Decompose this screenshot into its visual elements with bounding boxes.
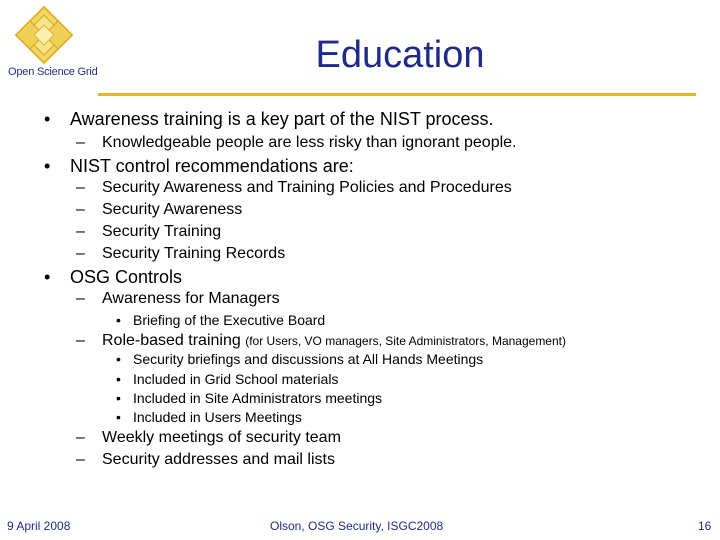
logo-text: Open Science Grid [8, 66, 98, 78]
footer-date: 9 April 2008 [7, 519, 71, 533]
sub-weekly-meetings: Weekly meetings of security team [102, 429, 341, 446]
bullet-marker: • [116, 390, 121, 406]
dash-marker: – [76, 245, 85, 262]
item-briefing-executive-board: Briefing of the Executive Board [133, 312, 326, 328]
title-rule [98, 93, 696, 96]
sub-security-training: Security Training [102, 223, 222, 240]
bullet-marker: • [44, 267, 51, 287]
bullet-osg-controls: OSG Controls [70, 267, 183, 287]
dash-marker: – [76, 429, 85, 446]
dash-marker: – [76, 451, 85, 468]
bullet-nist-controls: NIST control recommendations are: [70, 156, 354, 176]
slide-title: Education [315, 34, 485, 76]
bullet-marker: • [116, 371, 121, 387]
dash-marker: – [76, 201, 85, 218]
bullet-awareness-training: Awareness training is a key part of the NIST process. [70, 109, 494, 129]
sub-security-addresses: Security addresses and mail lists [102, 451, 335, 468]
sub-security-training-records: Security Training Records [102, 245, 286, 262]
footer-page-number: 16 [698, 519, 712, 533]
bullet-marker: • [116, 409, 121, 425]
item-all-hands-briefings: Security briefings and discussions at All Hands Meetings [133, 351, 484, 367]
role-based-training-label: Role-based training [102, 332, 241, 349]
sub-awareness-managers: Awareness for Managers [102, 290, 280, 307]
sub-knowledgeable-people: Knowledgeable people are less risky than ignorant people. [102, 134, 517, 151]
footer-center: Olson, OSG Security, ISGC2008 [270, 519, 444, 533]
sub-role-based-training [102, 332, 566, 350]
dash-marker: – [76, 134, 85, 151]
item-site-admin-meetings: Included in Site Administrators meetings [133, 390, 383, 406]
dash-marker: – [76, 332, 85, 349]
osg-logo [6, 4, 106, 82]
item-grid-school: Included in Grid School materials [133, 371, 339, 387]
bullet-marker: • [44, 156, 51, 176]
sub-policies-procedures: Security Awareness and Training Policies and Procedures [102, 179, 512, 196]
dash-marker: – [76, 223, 85, 240]
dash-marker: – [76, 290, 85, 307]
osg-diamond-logo-icon [6, 4, 106, 66]
role-based-training-note: (for Users, VO managers, Site Administrators, Management) [245, 334, 566, 348]
dash-marker: – [76, 179, 85, 196]
item-users-meetings: Included in Users Meetings [133, 409, 302, 425]
sub-security-awareness: Security Awareness [102, 201, 243, 218]
bullet-marker: • [116, 312, 121, 328]
bullet-marker: • [116, 351, 121, 367]
bullet-marker: • [44, 109, 51, 129]
